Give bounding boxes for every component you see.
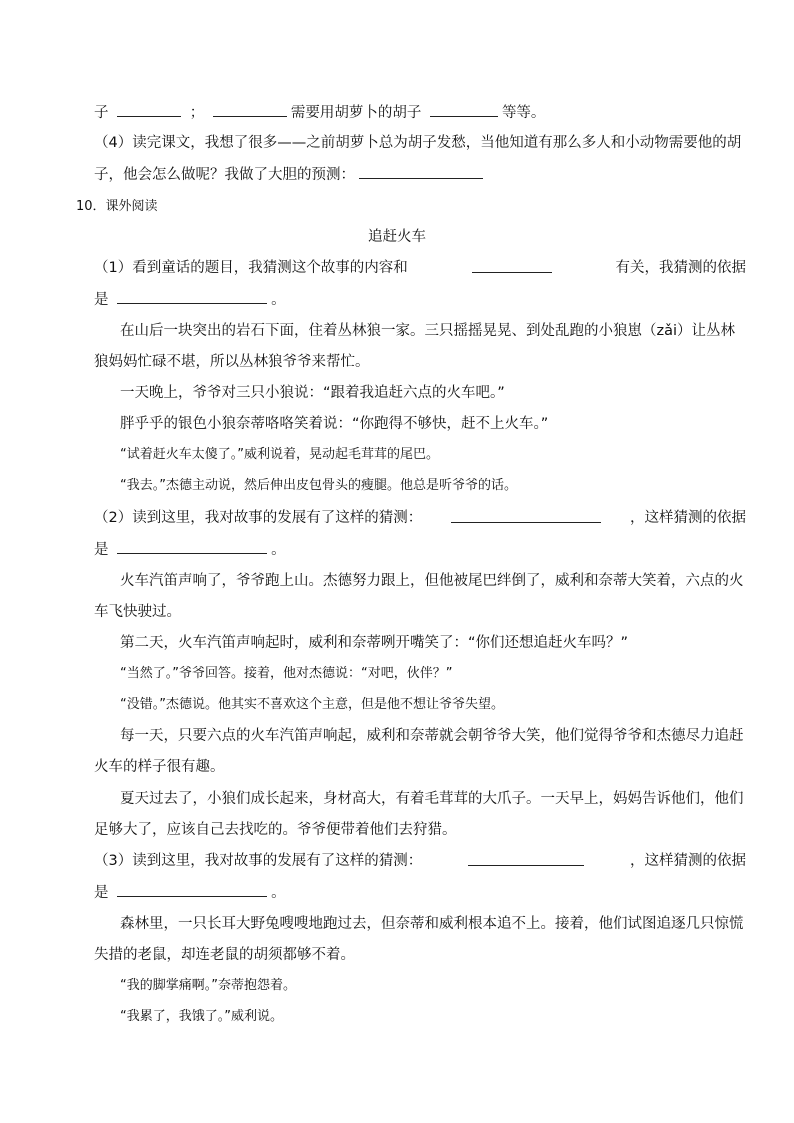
para6-line2: 车飞快驶过。 (94, 604, 181, 620)
q10-sub3-text: （3）读到这里，我对故事的发展有了这样的猜测： (94, 853, 423, 869)
q10-sub1-line2 (94, 289, 286, 310)
q9-part4-prompt: 子，他会怎么做呢？我做了大胆的预测： (94, 167, 355, 183)
para12-line1: 森林里，一只长耳大野兔嗖嗖地跑过去，但奈蒂和威利根本追不上。接着，他们试图追逐几只惊慌 (120, 916, 744, 932)
para3: 胖乎乎的银色小狼奈蒂咯咯笑着说：“你跑得不够快，赶不上火车。” (120, 416, 549, 432)
para4: “试着赶火车太傻了。”威利说着，晃动起毛茸茸的尾巴。 (120, 447, 439, 462)
para7: 第二天，火车汽笛声响起时，威利和奈蒂咧开嘴笑了：“你们还想追赶火车吗？” (120, 635, 629, 651)
para10-line2: 火车的样子很有趣。 (94, 759, 225, 775)
para8: “当然了。”爷爷回答。接着，他对杰德说：“对吧，伙伴？” (120, 666, 453, 681)
q10-sub3-text-b: ，这样猜测的依据 (629, 853, 746, 869)
para9: “没错。”杰德说。他其实不喜欢这个主意，但是他不想让爷爷失望。 (120, 697, 504, 712)
q9-blank-2[interactable] (213, 102, 287, 117)
q9-text-a: 子 (94, 105, 109, 121)
q10-sub3-line2 (94, 882, 286, 903)
para12-line2: 失措的老鼠，却连老鼠的胡须都够不着。 (94, 947, 355, 963)
q10-sub3-line1 (94, 851, 746, 871)
q9-blank-3[interactable] (430, 102, 498, 117)
q9-text-b: 需要用胡萝卜的胡子 (290, 105, 422, 121)
q10-sub2-text-b: ，这样猜测的依据 (629, 510, 746, 526)
q10-sub2-line2 (94, 539, 286, 560)
para14: “我累了，我饿了。”威利说。 (120, 1009, 283, 1024)
q10-sub2-blank-guess[interactable] (451, 508, 601, 523)
para5: “我去。”杰德主动说，然后伸出皮包骨头的瘦腿。他总是听爷爷的话。 (120, 478, 517, 493)
q10-sub2-text: （2）读到这里，我对故事的发展有了这样的猜测： (94, 510, 423, 526)
para2: 一天晚上，爷爷对三只小狼说：“跟着我追赶六点的火车吧。” (120, 385, 505, 401)
q9-prediction-blank[interactable] (359, 164, 483, 179)
q10-sub2-line1 (94, 508, 746, 528)
q10-sub3-blank-basis[interactable] (117, 882, 267, 897)
q10-sub1-blank-content[interactable] (472, 258, 552, 273)
q10-sub1-blank-basis[interactable] (117, 289, 267, 304)
q9-part4-line1: （4）读完课文，我想了很多——之前胡萝卜总为胡子发愁，当他知道有那么多人和小动物需要他的胡 (94, 135, 742, 151)
q10-heading: 10．课外阅读 (76, 199, 158, 214)
q9-part4-line2 (94, 164, 487, 185)
para11-line1: 夏天过去了，小狼们成长起来，身材高大，有着毛茸茸的大爪子。一天早上，妈妈告诉他们，他们 (120, 791, 744, 807)
q10-sub3-text-c: 是 (94, 885, 109, 901)
para11-line2: 足够大了，应该自己去找吃的。爷爷便带着他们去狩猎。 (94, 822, 457, 838)
para13: “我的脚掌痛啊。”奈蒂抱怨着。 (120, 978, 296, 993)
q10-sub3-period: 。 (271, 885, 286, 901)
q10-sub3-blank-guess[interactable] (468, 851, 584, 866)
q9-text-c: 等等。 (501, 105, 546, 121)
q9-blank-1[interactable] (117, 102, 181, 117)
q10-sub2-blank-basis[interactable] (117, 539, 267, 554)
para6-line1: 火车汽笛声响了，爷爷跑上山。杰德努力跟上，但他被尾巴绊倒了，威利和奈蒂大笑着，六点的火 (120, 573, 744, 589)
para1-line1: 在山后一块突出的岩石下面，住着丛林狼一家。三只摇摇晃晃、到处乱跑的小狼崽（zǎi）让丛林 (120, 323, 736, 339)
q10-sub1-text-b: 有关，我猜测的依据 (615, 260, 746, 276)
q10-sub1-text-c: 是 (94, 292, 109, 308)
para1-line2: 狼妈妈忙碌不堪，所以丛林狼爷爷来帮忙。 (94, 354, 370, 370)
q9-fill-line (94, 102, 545, 123)
story-title: 追赶火车 (368, 229, 426, 245)
para10-line1: 每一天，只要六点的火车汽笛声响起，威利和奈蒂就会朝爷爷大笑，他们觉得爷爷和杰德尽力追赶 (120, 728, 744, 744)
q10-sub1-period: 。 (271, 292, 286, 308)
q10-sub1-line1 (94, 258, 746, 278)
q10-sub2-period: 。 (271, 542, 286, 558)
q9-separator: ； (189, 105, 205, 121)
q10-sub2-text-c: 是 (94, 542, 109, 558)
q10-sub1-text: （1）看到童话的题目，我猜测这个故事的内容和 (94, 260, 408, 276)
